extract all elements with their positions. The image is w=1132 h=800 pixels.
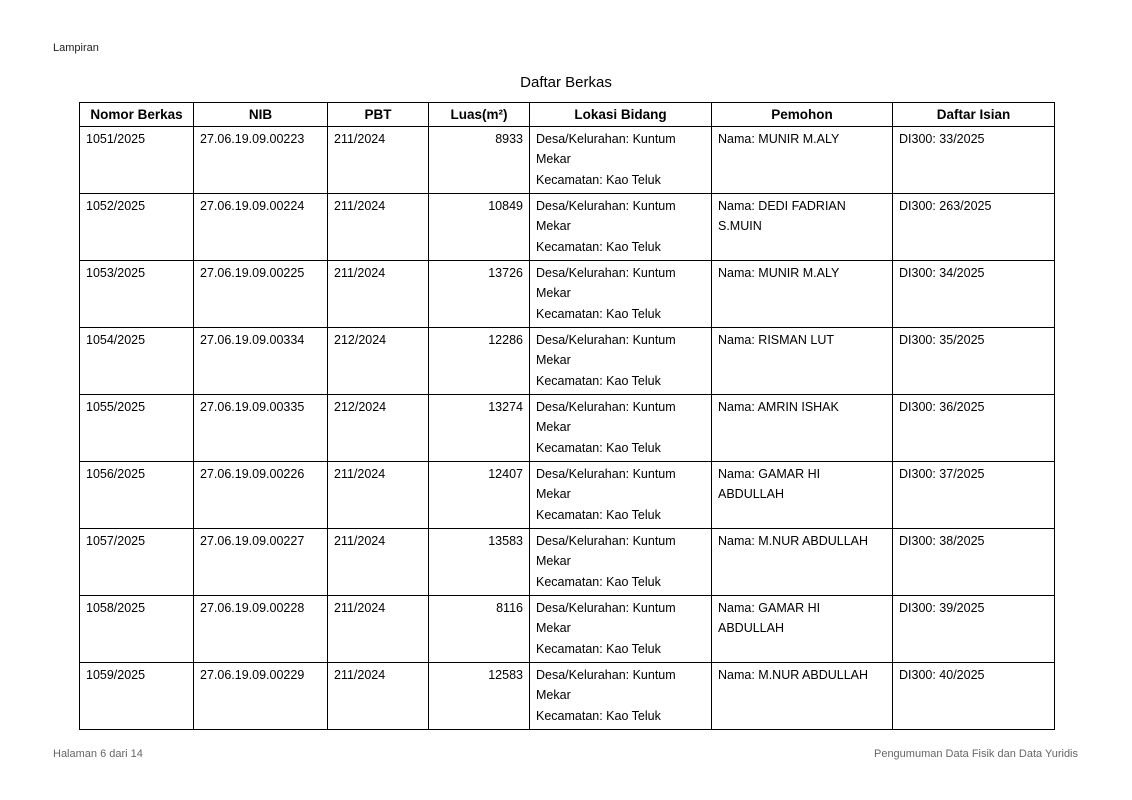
- lokasi-desa-line: Desa/Kelurahan: Kuntum: [536, 534, 676, 548]
- pemohon-name: Nama: AMRIN ISHAK: [718, 400, 839, 414]
- lokasi-desa-cont: Mekar: [536, 554, 571, 569]
- lokasi-kecamatan-line: Kecamatan: Kao Teluk: [536, 708, 661, 723]
- cell-lokasi-bidang: [530, 261, 712, 328]
- cell-pemohon: [712, 596, 893, 663]
- pemohon-name-cont: S.MUIN: [718, 219, 762, 234]
- lokasi-desa-line: Desa/Kelurahan: Kuntum: [536, 199, 676, 213]
- cell-nomor-berkas: 1056/2025: [80, 462, 194, 529]
- lokasi-desa-line: Desa/Kelurahan: Kuntum: [536, 266, 676, 280]
- lokasi-desa-line: Desa/Kelurahan: Kuntum: [536, 400, 676, 414]
- cell-pbt: 211/2024: [328, 462, 429, 529]
- cell-nib: 27.06.19.09.00226: [194, 462, 328, 529]
- cell-pemohon: [712, 462, 893, 529]
- cell-daftar-isian: DI300: 263/2025: [893, 194, 1055, 261]
- cell-pemohon: [712, 127, 893, 194]
- cell-pbt: 211/2024: [328, 529, 429, 596]
- cell-pemohon: [712, 261, 893, 328]
- pemohon-name: Nama: M.NUR ABDULLAH: [718, 534, 869, 548]
- pemohon-name: Nama: DEDI FADRIAN: [718, 199, 846, 213]
- table-row: [80, 127, 1055, 194]
- cell-nib: 27.06.19.09.00224: [194, 194, 328, 261]
- cell-luas: 8116: [429, 596, 530, 663]
- lokasi-kecamatan-line: Kecamatan: Kao Teluk: [536, 306, 661, 321]
- cell-lokasi-bidang: [530, 529, 712, 596]
- document-footer-title: Pengumuman Data Fisik dan Data Yuridis: [873, 748, 1078, 760]
- cell-daftar-isian: DI300: 33/2025: [893, 127, 1055, 194]
- cell-pbt: 211/2024: [328, 663, 429, 730]
- lokasi-desa-line: Desa/Kelurahan: Kuntum: [536, 467, 676, 481]
- column-header-pbt: PBT: [328, 103, 429, 127]
- cell-lokasi-bidang: [530, 328, 712, 395]
- cell-pbt: 211/2024: [328, 596, 429, 663]
- cell-nomor-berkas: 1053/2025: [80, 261, 194, 328]
- lokasi-desa-cont: Mekar: [536, 152, 571, 167]
- pemohon-name: Nama: GAMAR HI: [718, 467, 821, 481]
- cell-pbt: 212/2024: [328, 395, 429, 462]
- cell-nomor-berkas: 1054/2025: [80, 328, 194, 395]
- cell-nomor-berkas: 1059/2025: [80, 663, 194, 730]
- lokasi-desa-cont: Mekar: [536, 621, 571, 636]
- cell-daftar-isian: DI300: 40/2025: [893, 663, 1055, 730]
- page-title: Daftar Berkas: [520, 74, 612, 91]
- cell-luas: 13583: [429, 529, 530, 596]
- lokasi-kecamatan-line: Kecamatan: Kao Teluk: [536, 574, 661, 589]
- cell-daftar-isian: DI300: 35/2025: [893, 328, 1055, 395]
- table-row: [80, 462, 1055, 529]
- lokasi-desa-line: Desa/Kelurahan: Kuntum: [536, 601, 676, 615]
- table-row: [80, 194, 1055, 261]
- lokasi-desa-line: Desa/Kelurahan: Kuntum: [536, 668, 676, 682]
- cell-pbt: 212/2024: [328, 328, 429, 395]
- lokasi-desa-cont: Mekar: [536, 286, 571, 301]
- pemohon-name: Nama: MUNIR M.ALY: [718, 266, 840, 280]
- cell-pemohon: [712, 663, 893, 730]
- lokasi-desa-line: Desa/Kelurahan: Kuntum: [536, 333, 676, 347]
- cell-nib: 27.06.19.09.00223: [194, 127, 328, 194]
- cell-daftar-isian: DI300: 39/2025: [893, 596, 1055, 663]
- cell-nib: 27.06.19.09.00335: [194, 395, 328, 462]
- column-header-luas: Luas(m²): [429, 103, 530, 127]
- cell-pbt: 211/2024: [328, 127, 429, 194]
- cell-nomor-berkas: 1052/2025: [80, 194, 194, 261]
- cell-nib: 27.06.19.09.00229: [194, 663, 328, 730]
- cell-lokasi-bidang: [530, 663, 712, 730]
- cell-lokasi-bidang: [530, 596, 712, 663]
- attachment-label: Lampiran: [53, 42, 99, 54]
- cell-nib: 27.06.19.09.00227: [194, 529, 328, 596]
- cell-luas: 12407: [429, 462, 530, 529]
- pemohon-name-cont: ABDULLAH: [718, 487, 784, 502]
- lokasi-kecamatan-line: Kecamatan: Kao Teluk: [536, 239, 661, 254]
- table-row: [80, 596, 1055, 663]
- cell-pemohon: [712, 194, 893, 261]
- lokasi-kecamatan-line: Kecamatan: Kao Teluk: [536, 373, 661, 388]
- cell-luas: 13726: [429, 261, 530, 328]
- cell-nomor-berkas: 1058/2025: [80, 596, 194, 663]
- column-header-lokasi-bidang: Lokasi Bidang: [530, 103, 712, 127]
- lokasi-desa-cont: Mekar: [536, 487, 571, 502]
- cell-lokasi-bidang: [530, 194, 712, 261]
- cell-luas: 12583: [429, 663, 530, 730]
- table-row: [80, 663, 1055, 730]
- pemohon-name-cont: ABDULLAH: [718, 621, 784, 636]
- lokasi-kecamatan-line: Kecamatan: Kao Teluk: [536, 440, 661, 455]
- cell-nomor-berkas: 1051/2025: [80, 127, 194, 194]
- lokasi-desa-cont: Mekar: [536, 420, 571, 435]
- cell-pemohon: [712, 529, 893, 596]
- lokasi-kecamatan-line: Kecamatan: Kao Teluk: [536, 507, 661, 522]
- cell-lokasi-bidang: [530, 462, 712, 529]
- column-header-nib: NIB: [194, 103, 328, 127]
- table-row: [80, 261, 1055, 328]
- cell-nib: 27.06.19.09.00225: [194, 261, 328, 328]
- pemohon-name: Nama: RISMAN LUT: [718, 333, 834, 347]
- column-header-nomor-berkas: Nomor Berkas: [80, 103, 194, 127]
- table-row: [80, 529, 1055, 596]
- column-header-daftar-isian: Daftar Isian: [893, 103, 1055, 127]
- lokasi-kecamatan-line: Kecamatan: Kao Teluk: [536, 641, 661, 656]
- berkas-table: [79, 102, 1055, 730]
- table-row: [80, 328, 1055, 395]
- cell-nib: 27.06.19.09.00228: [194, 596, 328, 663]
- lokasi-kecamatan-line: Kecamatan: Kao Teluk: [536, 172, 661, 187]
- cell-pemohon: [712, 328, 893, 395]
- page-number: Halaman 6 dari 14: [53, 748, 143, 760]
- cell-luas: 12286: [429, 328, 530, 395]
- lokasi-desa-cont: Mekar: [536, 353, 571, 368]
- cell-pemohon: [712, 395, 893, 462]
- cell-lokasi-bidang: [530, 127, 712, 194]
- pemohon-name: Nama: M.NUR ABDULLAH: [718, 668, 869, 682]
- table-row: [80, 395, 1055, 462]
- cell-nomor-berkas: 1055/2025: [80, 395, 194, 462]
- pemohon-name: Nama: GAMAR HI: [718, 601, 821, 615]
- cell-daftar-isian: DI300: 34/2025: [893, 261, 1055, 328]
- cell-luas: 10849: [429, 194, 530, 261]
- lokasi-desa-cont: Mekar: [536, 219, 571, 234]
- cell-nomor-berkas: 1057/2025: [80, 529, 194, 596]
- cell-daftar-isian: DI300: 37/2025: [893, 462, 1055, 529]
- cell-pbt: 211/2024: [328, 194, 429, 261]
- table-header-row: [80, 103, 1055, 127]
- lokasi-desa-line: Desa/Kelurahan: Kuntum: [536, 132, 676, 146]
- lokasi-desa-cont: Mekar: [536, 688, 571, 703]
- column-header-pemohon: Pemohon: [712, 103, 893, 127]
- cell-luas: 13274: [429, 395, 530, 462]
- cell-daftar-isian: DI300: 38/2025: [893, 529, 1055, 596]
- cell-daftar-isian: DI300: 36/2025: [893, 395, 1055, 462]
- cell-nib: 27.06.19.09.00334: [194, 328, 328, 395]
- cell-lokasi-bidang: [530, 395, 712, 462]
- pemohon-name: Nama: MUNIR M.ALY: [718, 132, 840, 146]
- cell-pbt: 211/2024: [328, 261, 429, 328]
- cell-luas: 8933: [429, 127, 530, 194]
